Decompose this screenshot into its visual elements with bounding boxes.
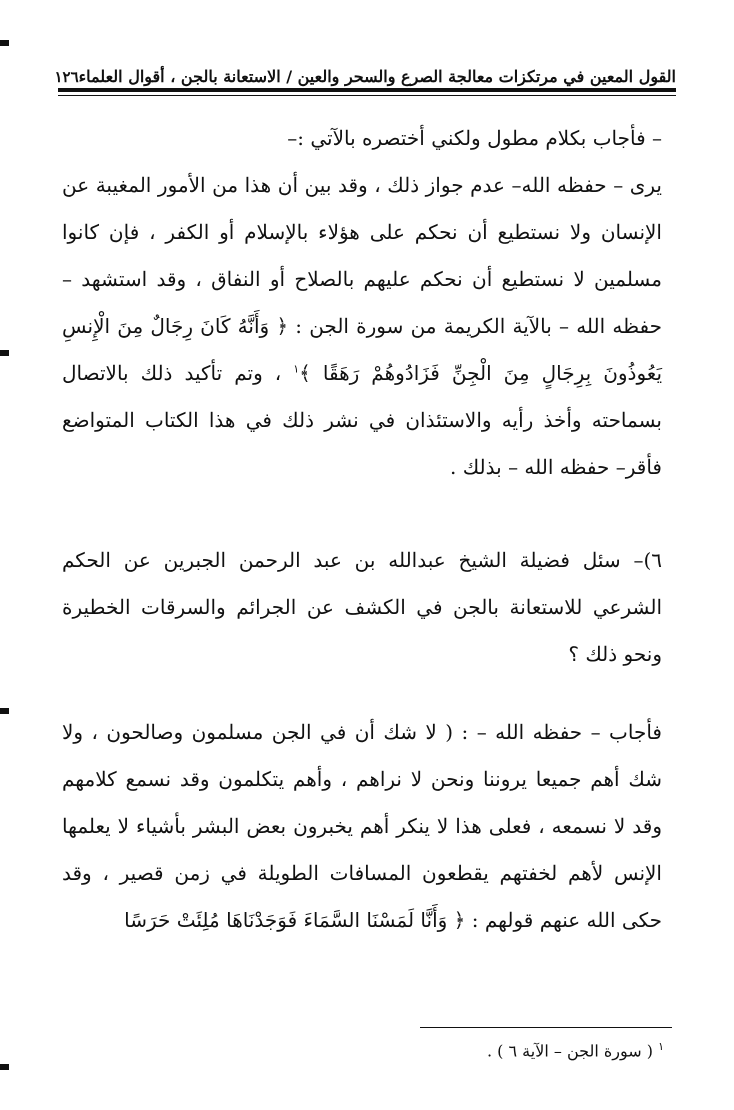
paragraph-answer [62,709,662,944]
quran-verse: ﴿ وَأَنَّا لَمَسْنَا السَّمَاءَ فَوَجَدْنَاهَا مُلِئَتْ حَرَسًا [124,908,466,932]
paragraph-question: ٦)– سئل فضيلة الشيخ عبدالله بن عبد الرحمن الجبرين عن الحكم الشرعي للاستعانة بالجن في الكشف عن الجرائم والسرقات الخطيرة ونحو ذلك ؟ [62,548,662,666]
page-number: ١٢٦ [54,68,79,86]
binding-mark [0,350,9,356]
footnote-reference: ١ [293,362,300,376]
binding-mark [0,40,9,46]
ruling-text-tail: ، وتم تأكيد ذلك بالاتصال بسماحته وأخذ رأيه والاستئذان في نشر ذلك في هذا الكتاب المتواضع فأقر– حفظه الله – بذلك . [62,361,662,479]
footnote-text: ( سورة الجن – الآية ٦ ) . [487,1041,653,1061]
header-rule-thin [58,95,676,96]
answer-text: فأجاب – حفظه الله – : ( لا شك أن في الجن مسلمون وصالحون ، ولا شك أهم جميعا يروننا ونحن لا نراهم ، وأهم يتكلمون وقد نسمع كلامهم وقد لا نسمعه ، فعلى هذا لا ينكر أهم يخبرون بعض البشر بأشياء لا يعلمها الإنس لأهم لخفتهم يقطعون المسافات الطويلة في زمن قصير ، وقد حكى الله عنهم قولهم : [62,720,662,932]
footnote-number: ١ [658,1040,664,1053]
footnote-rule [420,1027,672,1028]
paragraph-ruling [62,162,662,491]
quran-verse: ﴿ وَأَنَّهُ كَانَ رِجَالٌ مِنَ الْإِنسِ يَعُوذُونَ بِرِجَالٍ مِنَ الْجِنِّ فَزَادُوهُمْ رَهَقًا ﴾ [62,314,663,385]
binding-mark [0,708,9,714]
footnote [487,1040,664,1060]
ruling-text: يرى – حفظه الله– عدم جواز ذلك ، وقد بين أن هذا من الأمور المغيبة عن الإنسان ولا نستطيع أن نحكم على هؤلاء بالإسلام أو الكفر ، فإن كانوا مسلمين لا نستطيع أن نحكم عليهم بالصلاح أو النفاق ، وقد استشهد – حفظه الله – بالآية الكريمة من سورة الجن : [62,173,662,338]
paragraph-answer-intro: – فأجاب بكلام مطول ولكني أختصره بالآتي :– [287,126,662,150]
header-rule-thick [58,88,676,92]
header-title: القول المعين في مرتكزات معالجة الصرع والسحر والعين / الاستعانة بالجن ، أقوال العلماء [78,67,676,86]
running-header [54,56,676,86]
binding-mark [0,1064,9,1070]
